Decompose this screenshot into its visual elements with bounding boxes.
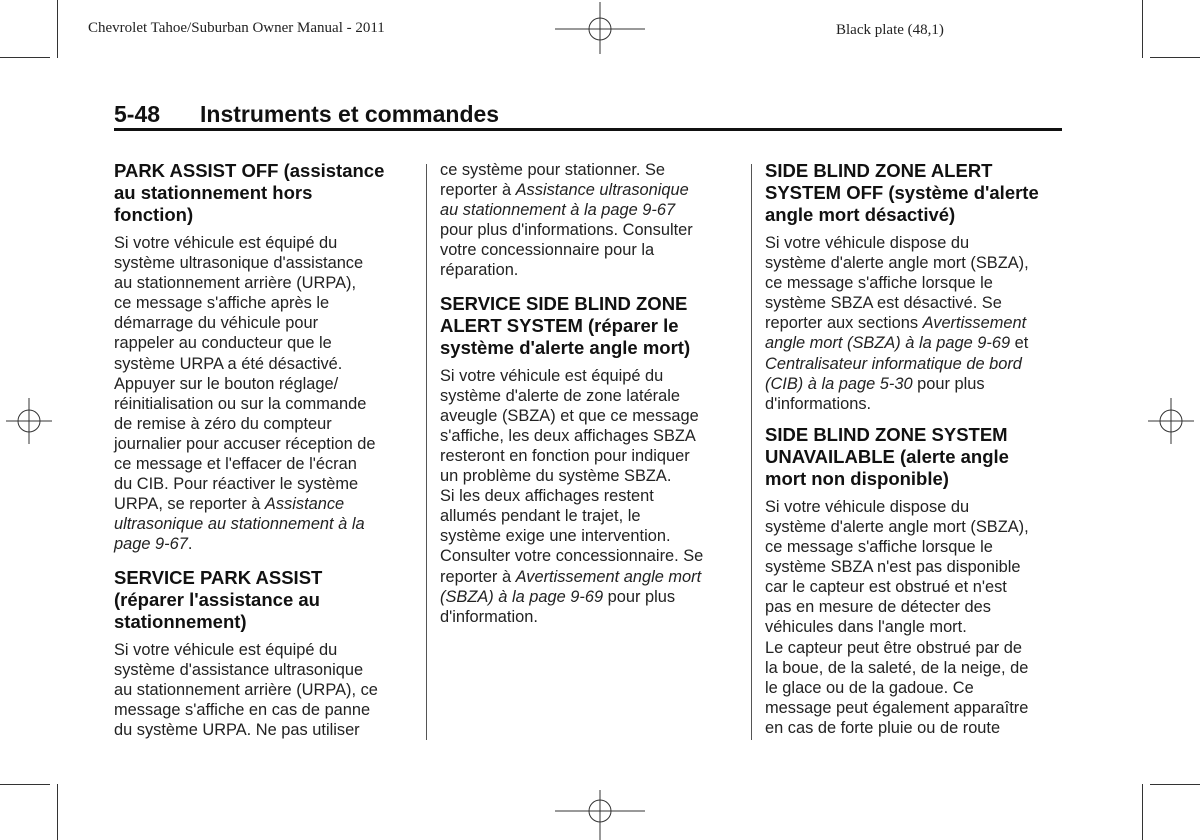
body-line: démarrage du véhicule pour xyxy=(114,314,319,333)
body-line: pour plus d'informations. Consulter xyxy=(440,221,693,240)
body-line xyxy=(440,180,740,200)
body-side-blind-zone-unavailable xyxy=(765,497,1065,738)
body-line xyxy=(114,534,414,554)
body-line: aveugle (SBZA) et que ce message xyxy=(440,406,699,425)
section-number: 5-48 xyxy=(114,101,161,127)
body-text: reporter à xyxy=(440,567,516,586)
body-line: au stationnement arrière (URPA), xyxy=(114,274,357,293)
body-line: système SBZA n'est pas disponible xyxy=(765,558,1021,577)
cross-reference-link[interactable]: ultrasonique au stationnement à la xyxy=(114,515,365,534)
body-line xyxy=(765,333,1065,353)
body-line: Si votre véhicule est équipé du xyxy=(440,366,664,385)
cross-reference-link[interactable]: au stationnement à la page 9-67 xyxy=(440,201,676,220)
heading-line: SIDE BLIND ZONE SYSTEM xyxy=(765,423,1008,445)
cross-reference-link[interactable]: Avertissement angle mort xyxy=(515,567,702,586)
crop-mark xyxy=(1150,57,1200,58)
body-line: Si les deux affichages restent xyxy=(440,487,654,506)
heading-line: SERVICE SIDE BLIND ZONE xyxy=(440,292,688,314)
body-line: ce système pour stationner. Se xyxy=(440,161,666,179)
body-line: allumés pendant le trajet, le xyxy=(440,507,641,526)
body-line: car le capteur est obstrué et n'est xyxy=(765,578,1007,597)
body-line: au stationnement arrière (URPA), ce xyxy=(114,680,378,699)
body-line: système ultrasonique d'assistance xyxy=(114,254,364,273)
body-line: Consulter votre concessionnaire. Se xyxy=(440,547,704,566)
body-line: en cas de forte pluie ou de route xyxy=(765,718,1001,737)
registration-mark-icon xyxy=(555,2,645,54)
heading-line: ALERT SYSTEM (réparer le xyxy=(440,314,679,336)
body-text: . xyxy=(187,535,193,554)
body-line: du système URPA. Ne pas utiliser xyxy=(114,720,360,739)
crop-mark xyxy=(1142,784,1143,840)
body-line: système d'alerte angle mort (SBZA), xyxy=(765,254,1029,273)
body-line: la boue, de la saleté, de la neige, de xyxy=(765,658,1029,677)
body-line: ce message s'affiche lorsque le xyxy=(765,538,993,557)
body-line: ce message s'affiche lorsque le xyxy=(765,274,993,293)
body-line: Si votre véhicule dispose du xyxy=(765,234,970,252)
body-text: URPA, se reporter à xyxy=(114,495,265,514)
body-text: pour plus xyxy=(912,374,985,393)
body-line: système d'alerte angle mort (SBZA), xyxy=(765,517,1029,536)
body-line: le glace ou de la gadoue. Ce xyxy=(765,678,974,697)
body-park-assist-off xyxy=(114,233,414,555)
body-text: reporter aux sections xyxy=(765,314,923,333)
body-line: d'informations. xyxy=(765,394,872,413)
body-text: reporter à xyxy=(440,181,516,200)
heading-line: système d'alerte angle mort) xyxy=(440,336,691,358)
spacer xyxy=(440,281,740,293)
body-line: s'affiche, les deux affichages SBZA xyxy=(440,426,696,445)
body-line: système SBZA est désactivé. Se xyxy=(765,294,1002,313)
heading-line: stationnement) xyxy=(114,610,247,632)
body-line: système d'alerte de zone latérale xyxy=(440,386,681,405)
cross-reference-link[interactable]: Centralisateur informatique de bord xyxy=(765,354,1022,373)
title-rule xyxy=(114,128,1062,131)
heading-line: PARK ASSIST OFF (assistance xyxy=(114,160,385,181)
column-2 xyxy=(440,160,740,627)
body-line: pas en mesure de détecter des xyxy=(765,598,991,617)
heading-side-blind-zone-unavailable xyxy=(765,424,1065,490)
body-line: message peut également apparaître xyxy=(765,698,1029,717)
heading-line: mort non disponible) xyxy=(765,467,949,489)
section-title: Instruments et commandes xyxy=(200,101,500,127)
heading-service-park-assist xyxy=(114,567,414,633)
cross-reference-link[interactable]: (CIB) à la page 5-30 xyxy=(765,374,913,393)
body-line: resteront en fonction pour indiquer xyxy=(440,446,690,465)
registration-mark-icon xyxy=(6,398,52,444)
crop-mark xyxy=(0,57,50,58)
column-divider xyxy=(751,164,752,740)
body-line: véhicules dans l'angle mort. xyxy=(765,618,967,637)
crop-mark xyxy=(1142,0,1143,58)
cross-reference-link[interactable]: angle mort (SBZA) à la page 9-69 xyxy=(765,334,1011,353)
column-divider xyxy=(426,164,427,740)
heading-line: SYSTEM OFF (système d'alerte xyxy=(765,182,1039,203)
body-line: d'information. xyxy=(440,607,538,626)
body-line: ce message s'affiche après le xyxy=(114,294,330,313)
column-3 xyxy=(765,160,1065,738)
heading-park-assist-off xyxy=(114,160,414,226)
registration-mark-icon xyxy=(555,790,645,840)
heading-line: au stationnement hors xyxy=(114,182,313,203)
cross-reference-link[interactable]: (SBZA) à la page 9-69 xyxy=(440,587,604,606)
body-line xyxy=(765,374,1065,394)
body-line: Si votre véhicule est équipé du xyxy=(114,234,338,252)
body-line xyxy=(114,494,414,514)
cross-reference-link[interactable]: Avertissement xyxy=(922,314,1027,333)
body-line: réinitialisation ou sur la commande xyxy=(114,394,367,413)
body-line: message s'affiche en cas de panne xyxy=(114,700,371,719)
crop-mark xyxy=(1150,784,1200,785)
heading-line: SERVICE PARK ASSIST xyxy=(114,566,323,588)
heading-line: UNAVAILABLE (alerte angle xyxy=(765,445,1009,467)
body-line xyxy=(440,567,740,587)
body-service-side-blind-zone xyxy=(440,366,740,627)
heading-line: (réparer l'assistance au xyxy=(114,588,320,610)
spacer xyxy=(114,555,414,567)
body-side-blind-zone-off xyxy=(765,233,1065,414)
body-line: réparation. xyxy=(440,261,519,280)
crop-mark xyxy=(57,784,58,840)
body-line: Si votre véhicule est équipé du xyxy=(114,640,338,659)
spacer xyxy=(765,414,1065,424)
body-continued xyxy=(440,160,740,281)
body-service-park-assist xyxy=(114,640,414,740)
manual-title: Chevrolet Tahoe/Suburban Owner Manual - 2011 xyxy=(88,20,385,36)
cross-reference-link[interactable]: Assistance xyxy=(264,495,345,514)
body-line: votre concessionnaire pour la xyxy=(440,241,655,260)
body-line: du CIB. Pour réactiver le système xyxy=(114,475,359,494)
body-text: pour plus xyxy=(603,587,676,606)
heading-service-side-blind-zone xyxy=(440,293,740,359)
heading-line: angle mort désactivé) xyxy=(765,204,956,225)
cross-reference-link[interactable]: Assistance ultrasonique xyxy=(515,181,689,200)
body-line: ce message et l'effacer de l'écran xyxy=(114,455,357,474)
body-line: Si votre véhicule dispose du xyxy=(765,497,970,516)
heading-line: fonction) xyxy=(114,204,194,225)
crop-mark xyxy=(0,784,50,785)
body-line xyxy=(440,587,740,607)
body-line: un problème du système SBZA. xyxy=(440,467,672,486)
body-line: système URPA a été désactivé. xyxy=(114,354,343,373)
body-line: de remise à zéro du compteur xyxy=(114,414,332,433)
heading-side-blind-zone-off xyxy=(765,160,1065,226)
body-line xyxy=(765,313,1065,333)
registration-mark-icon xyxy=(1148,398,1194,444)
body-line: journalier pour accuser réception de xyxy=(114,434,376,453)
cross-reference-link[interactable]: page 9-67 xyxy=(114,535,188,554)
crop-mark xyxy=(57,0,58,58)
body-line: rappeler au conducteur que le xyxy=(114,334,332,353)
body-line: système d'assistance ultrasonique xyxy=(114,660,364,679)
section-heading xyxy=(114,101,499,128)
heading-line: SIDE BLIND ZONE ALERT xyxy=(765,160,993,181)
body-line: système exige une intervention. xyxy=(440,527,671,546)
column-1 xyxy=(114,160,414,740)
body-text: et xyxy=(1010,334,1029,353)
plate-label: Black plate (48,1) xyxy=(836,22,944,38)
body-line: Le capteur peut être obstrué par de xyxy=(765,638,1022,657)
body-line: Appuyer sur le bouton réglage/ xyxy=(114,374,339,393)
